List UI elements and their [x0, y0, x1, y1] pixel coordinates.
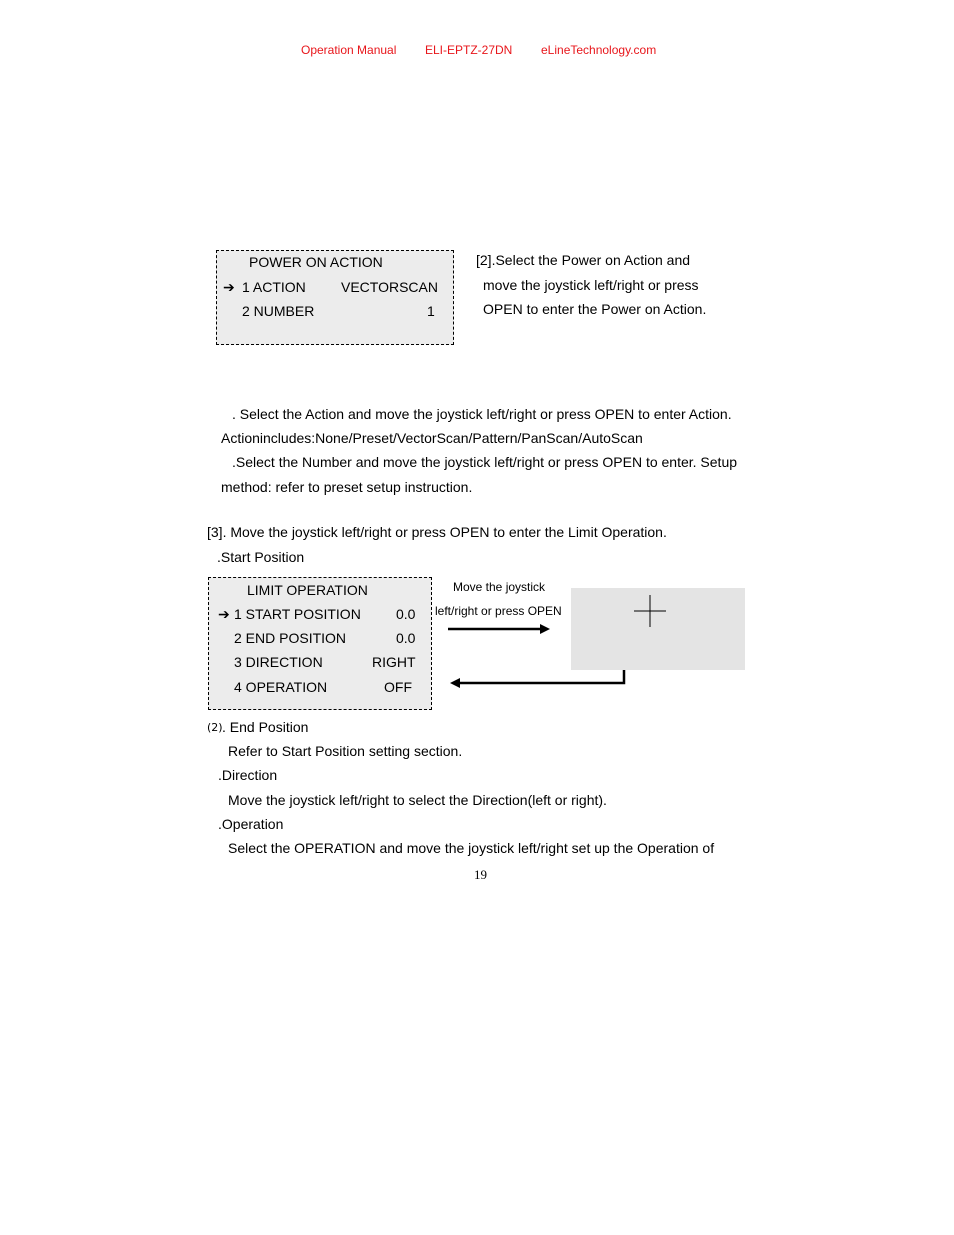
- start-position-title: .Start Position: [217, 549, 305, 565]
- power-menu-row-label: 1 ACTION: [242, 279, 306, 295]
- limit-menu-title: LIMIT OPERATION: [247, 582, 368, 598]
- limit-menu-row-value: OFF: [384, 679, 412, 695]
- menu-cursor-arrow-icon: ➔: [223, 279, 235, 295]
- power-menu-row-value: VECTORSCAN: [341, 279, 438, 295]
- limit-menu-row-label: 1 START POSITION: [234, 606, 361, 622]
- step2-line: OPEN to enter the Power on Action.: [483, 301, 707, 317]
- action-note-line: method: refer to preset setup instruction.: [221, 479, 473, 495]
- page-number: 19: [474, 867, 487, 882]
- step2-line: move the joystick left/right or press: [483, 277, 699, 293]
- power-menu-row-label: 2 NUMBER: [242, 303, 315, 319]
- forward-arrow-icon: [446, 622, 554, 636]
- crosshair-icon: [634, 595, 666, 627]
- camera-view-screen: [571, 588, 745, 670]
- direction-title: .Direction: [218, 767, 278, 783]
- power-menu-title: POWER ON ACTION: [249, 254, 383, 270]
- return-arrow-icon: [446, 668, 630, 692]
- power-menu-row-value: 1: [427, 303, 435, 319]
- limit-menu-row-label: 2 END POSITION: [234, 630, 347, 646]
- end-position-marker: (2): [207, 721, 223, 734]
- limit-menu-row-label: 4 OPERATION: [234, 679, 328, 695]
- end-position-title: . End Position: [222, 719, 309, 735]
- operation-desc: Select the OPERATION and move the joystick left/right set up the Operation of: [228, 840, 715, 856]
- operation-title: .Operation: [218, 816, 284, 832]
- action-note-line: Actionincludes:None/Preset/VectorScan/Pattern/PanScan/AutoScan: [221, 430, 643, 446]
- flow-caption-line: left/right or press OPEN: [435, 604, 562, 618]
- limit-menu-row-value: 0.0: [396, 630, 416, 646]
- action-note-line: . Select the Action and move the joystick left/right or press OPEN to enter Action.: [232, 406, 732, 422]
- action-note-line: .Select the Number and move the joystick left/right or press OPEN to enter. Setup: [232, 454, 738, 470]
- limit-menu-row-value: 0.0: [396, 606, 416, 622]
- menu-cursor-arrow-icon: ➔: [218, 606, 230, 622]
- limit-menu-row-label: 3 DIRECTION: [234, 654, 323, 670]
- flow-caption-line: Move the joystick: [453, 580, 546, 594]
- limit-operation-menu: [208, 577, 432, 710]
- header-manual: Operation Manual: [301, 43, 397, 57]
- header-site: eLineTechnology.com: [541, 43, 657, 57]
- step3-text: [3]. Move the joystick left/right or press OPEN to enter the Limit Operation.: [207, 524, 667, 540]
- direction-desc: Move the joystick left/right to select the Direction(left or right).: [228, 792, 607, 808]
- end-position-desc: Refer to Start Position setting section.: [228, 743, 463, 759]
- step2-line: [2].Select the Power on Action and: [476, 252, 691, 268]
- limit-menu-row-value: RIGHT: [372, 654, 416, 670]
- header-model: ELI-EPTZ-27DN: [425, 43, 513, 57]
- power-on-action-menu: [216, 250, 454, 345]
